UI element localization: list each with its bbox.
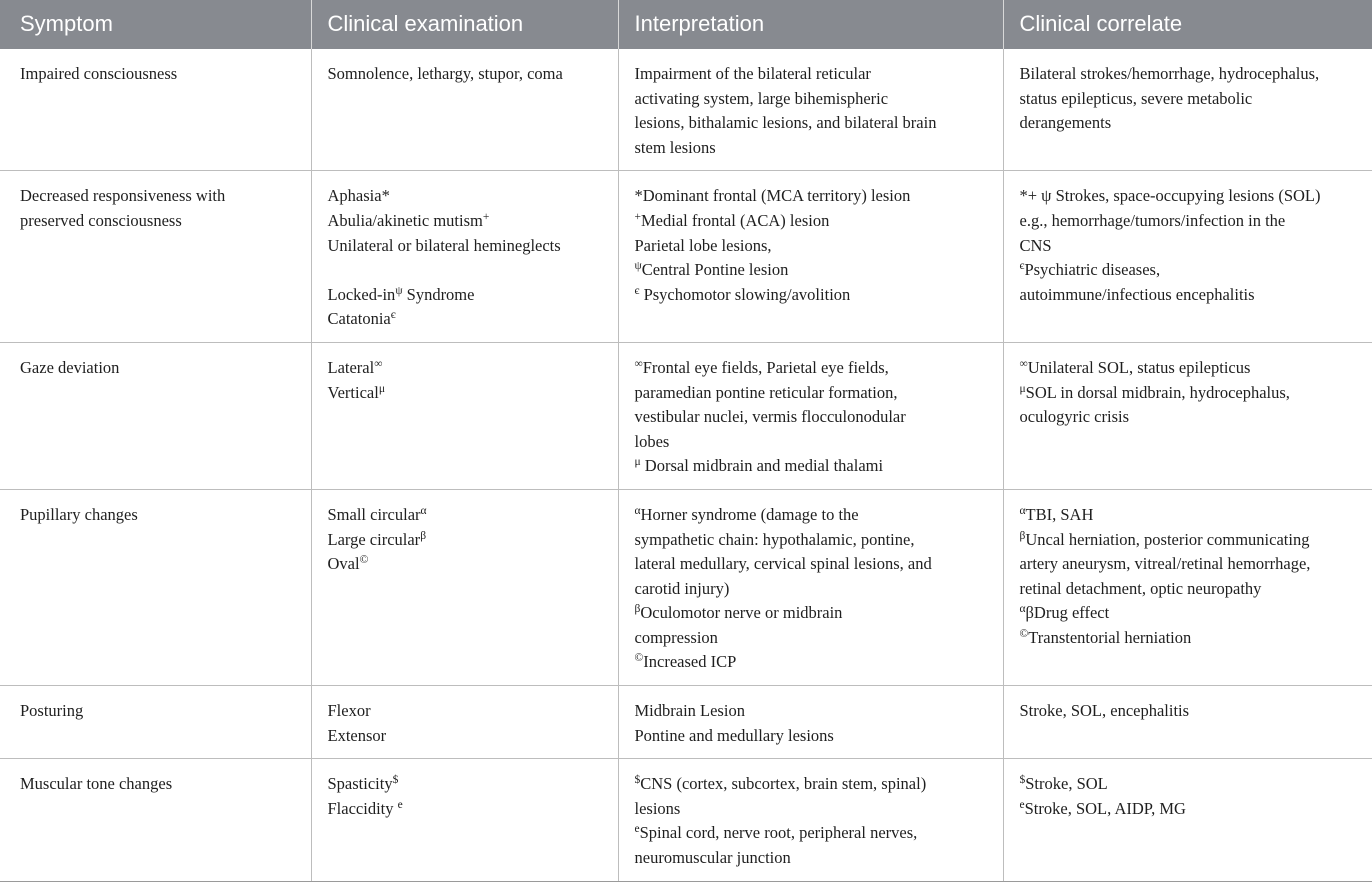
line-text: Decreased responsiveness with [20, 186, 226, 206]
table-row [0, 171, 1372, 343]
line-text: Flexor [327, 701, 371, 721]
symptom-cell [0, 342, 311, 489]
examination-text [328, 307, 602, 332]
interpretation-text [635, 552, 987, 577]
table-row [0, 686, 1372, 759]
footnote-marker: α [634, 504, 641, 517]
line-text: SOL in dorsal midbrain, hydrocephalus, [1025, 382, 1290, 402]
footnote-marker: + [634, 210, 641, 223]
line-text: status epilepticus, severe metabolic [1019, 88, 1253, 108]
interpretation-text [635, 356, 987, 381]
line-text: e.g., hemorrhage/tumors/infection in the [1019, 210, 1286, 230]
interpretation-text [635, 797, 987, 822]
line-text: Oculomotor nerve or midbrain [640, 603, 843, 623]
footnote-marker: ∞ [374, 357, 383, 370]
examination-cell [311, 686, 618, 759]
correlate-text [1020, 258, 1356, 283]
interpretation-text [635, 62, 987, 87]
line-text: Lateral [327, 357, 375, 377]
footnote-marker: α [420, 504, 427, 517]
footnote-marker: β [1019, 529, 1026, 542]
line-text: Impairment of the bilateral reticular [634, 64, 871, 83]
footnote-marker: © [634, 652, 644, 665]
line-text: Dorsal midbrain and medial thalami [640, 456, 884, 476]
interpretation-text [635, 577, 987, 602]
line-text: Aphasia* [327, 186, 390, 206]
examination-text [328, 503, 602, 528]
line-text: lesions, bithalamic lesions, and bilateral brain [634, 113, 937, 133]
line-text: paramedian pontine reticular formation, [634, 382, 898, 402]
line-text: CNS [1019, 235, 1052, 255]
examination-text [328, 528, 602, 553]
symptom-cell [0, 759, 311, 881]
symptom-cell [0, 489, 311, 685]
footnote-marker: є [390, 309, 396, 322]
examination-text [328, 552, 602, 577]
column-header-clinical-correlate: Clinical correlate [1003, 0, 1372, 49]
footnote-marker: μ [1019, 382, 1026, 395]
correlate-cell [1003, 49, 1372, 171]
line-text: Unilateral or bilateral hemineglects [327, 235, 561, 255]
line-text: carotid injury) [634, 578, 730, 598]
interpretation-text [635, 136, 987, 161]
interpretation-text [635, 601, 987, 626]
correlate-text [1020, 503, 1356, 528]
line-text: Stroke, SOL, encephalitis [1019, 701, 1190, 721]
line-text: Gaze deviation [20, 357, 120, 377]
line-text: derangements [1019, 113, 1112, 133]
interpretation-text [635, 772, 987, 797]
correlate-text [1020, 405, 1356, 430]
line-text: Extensor [327, 725, 387, 745]
table-header-row [0, 0, 1372, 49]
examination-text [328, 209, 602, 234]
line-text: Large circular [327, 529, 421, 549]
line-text: lobes [634, 431, 670, 451]
examination-text [328, 381, 602, 406]
correlate-text [1020, 528, 1356, 553]
table-row [0, 759, 1372, 881]
interpretation-text [635, 503, 987, 528]
symptom-text [20, 209, 295, 234]
interpretation-text [635, 283, 987, 308]
examination-text [328, 234, 602, 259]
symptom-text [20, 184, 295, 209]
correlate-text [1020, 87, 1356, 112]
footnote-marker: e [1019, 798, 1025, 811]
line-text: vestibular nuclei, vermis flocculonodular [634, 407, 906, 427]
footnote-marker: ∞ [1019, 357, 1028, 370]
footnote-marker: © [1019, 627, 1029, 640]
interpretation-cell [618, 342, 1003, 489]
examination-cell [311, 759, 618, 881]
footnote-marker: μ [634, 456, 641, 469]
footnote-marker: $ [392, 774, 399, 787]
footnote-marker: μ [378, 382, 385, 395]
line-text: Horner syndrome (damage to the [640, 504, 859, 524]
line-text: Bilateral strokes/hemorrhage, hydrocephalus, [1019, 64, 1320, 83]
line-text: Psychomotor slowing/avolition [639, 284, 851, 304]
correlate-text [1020, 797, 1356, 822]
column-header-clinical-examination: Clinical examination [311, 0, 618, 49]
interpretation-text [635, 430, 987, 455]
footnote-marker: + [482, 210, 490, 223]
correlate-text [1020, 699, 1356, 724]
line-text: Pontine and medullary lesions [634, 725, 834, 745]
line-text: Central Pontine lesion [641, 260, 789, 280]
interpretation-text [635, 650, 987, 675]
line-text: Transtentorial herniation [1028, 627, 1192, 647]
column-header-symptom: Symptom [0, 0, 311, 49]
line-text: TBI, SAH [1025, 504, 1094, 524]
line-text: Vertical [327, 382, 379, 402]
table-row [0, 489, 1372, 685]
examination-text [328, 62, 602, 87]
footnote-marker: є [1019, 260, 1025, 273]
correlate-text [1020, 601, 1356, 626]
line-text: Stroke, SOL, AIDP, MG [1024, 798, 1186, 818]
column-header-interpretation: Interpretation [618, 0, 1003, 49]
line-text: retinal detachment, optic neuropathy [1019, 578, 1262, 598]
table-row [0, 342, 1372, 489]
correlate-text [1020, 184, 1356, 209]
correlate-cell [1003, 686, 1372, 759]
interpretation-text [635, 405, 987, 430]
interpretation-text [635, 209, 987, 234]
line-text: stem lesions [634, 137, 716, 157]
line-text: neuromuscular junction [634, 848, 791, 868]
footnote-marker: ψ [395, 284, 403, 297]
examination-text [328, 772, 602, 797]
line-text: Somnolence, lethargy, stupor, coma [327, 64, 563, 83]
symptom-cell [0, 686, 311, 759]
footnote-marker: β [634, 603, 641, 616]
correlate-text [1020, 209, 1356, 234]
footnote-marker: α [1019, 603, 1026, 616]
symptom-text [20, 772, 295, 797]
line-text: *Dominant frontal (MCA territory) lesion [634, 186, 911, 206]
line-text: Oval [327, 554, 360, 574]
correlate-cell [1003, 342, 1372, 489]
line-text: Frontal eye fields, Parietal eye fields, [642, 357, 889, 377]
interpretation-text [635, 111, 987, 136]
footnote-marker: α [1019, 504, 1026, 517]
line-text: Locked-in [327, 284, 396, 304]
line-text: compression [634, 627, 718, 647]
line-text: autoimmune/infectious encephalitis [1019, 284, 1255, 304]
correlate-cell [1003, 759, 1372, 881]
line-text: *+ ψ Strokes, space-occupying lesions (SOL) [1019, 186, 1321, 206]
line-text: Flaccidity [327, 798, 398, 818]
line-text: Syndrome [402, 284, 475, 304]
footnote-marker: є [634, 284, 640, 297]
examination-cell [311, 49, 618, 171]
line-text: Posturing [20, 701, 84, 721]
interpretation-text [635, 846, 987, 871]
correlate-text [1020, 552, 1356, 577]
line-text: Small circular [327, 504, 421, 524]
correlate-text [1020, 577, 1356, 602]
line-text: Muscular tone changes [20, 774, 173, 794]
line-text: Catatonia [327, 309, 391, 329]
interpretation-text [635, 821, 987, 846]
interpretation-cell [618, 489, 1003, 685]
footnote-marker: β [420, 529, 427, 542]
correlate-text [1020, 381, 1356, 406]
footnote-marker: ψ [634, 260, 642, 273]
footnote-marker: ∞ [634, 357, 643, 370]
interpretation-text [635, 258, 987, 283]
examination-text [328, 797, 602, 822]
interpretation-cell [618, 759, 1003, 881]
line-text: CNS (cortex, subcortex, brain stem, spinal) [640, 774, 927, 794]
interpretation-cell [618, 686, 1003, 759]
line-text: Abulia/akinetic mutism [327, 210, 483, 230]
line-text: Spinal cord, nerve root, peripheral nerves, [639, 823, 918, 843]
interpretation-cell [618, 171, 1003, 343]
interpretation-text [635, 381, 987, 406]
correlate-text [1020, 111, 1356, 136]
examination-text [328, 356, 602, 381]
line-text: Stroke, SOL [1025, 774, 1108, 794]
examination-cell [311, 342, 618, 489]
line-text: sympathetic chain: hypothalamic, pontine, [634, 529, 915, 549]
correlate-text [1020, 356, 1356, 381]
examination-text [328, 724, 602, 749]
line-text: Pupillary changes [20, 504, 138, 524]
interpretation-text [635, 454, 987, 479]
line-text: activating system, large bihemispheric [634, 88, 889, 108]
line-text: artery aneurysm, vitreal/retinal hemorrhage, [1019, 554, 1311, 574]
line-text: βDrug effect [1025, 603, 1110, 623]
correlate-text [1020, 626, 1356, 651]
examination-cell [311, 489, 618, 685]
footnote-marker: © [359, 554, 369, 567]
correlate-text [1020, 234, 1356, 259]
interpretation-text [635, 184, 987, 209]
line-text: Uncal herniation, posterior communicating [1025, 529, 1310, 549]
footnote-marker: e [397, 798, 403, 811]
symptom-cell [0, 49, 311, 171]
symptom-text [20, 503, 295, 528]
interpretation-text [635, 626, 987, 651]
line-text: lesions [634, 798, 681, 818]
interpretation-text [635, 699, 987, 724]
correlate-text [1020, 283, 1356, 308]
interpretation-text [635, 528, 987, 553]
symptom-text [20, 356, 295, 381]
interpretation-cell [618, 49, 1003, 171]
correlate-cell [1003, 489, 1372, 685]
footnote-marker: $ [634, 774, 641, 787]
line-text: Medial frontal (ACA) lesion [641, 210, 830, 230]
interpretation-text [635, 234, 987, 259]
line-text: Increased ICP [643, 652, 737, 672]
interpretation-text [635, 724, 987, 749]
symptom-cell [0, 171, 311, 343]
line-text: Impaired consciousness [20, 64, 178, 83]
symptom-text [20, 699, 295, 724]
examination-text [328, 699, 602, 724]
table-row [0, 49, 1372, 171]
line-text: preserved consciousness [20, 210, 182, 230]
symptom-text [20, 62, 295, 87]
line-text: Parietal lobe lesions, [634, 235, 772, 255]
correlate-cell [1003, 171, 1372, 343]
line-text: Spasticity [327, 774, 393, 794]
examination-cell [311, 171, 618, 343]
footnote-marker: e [634, 823, 640, 836]
line-text: oculogyric crisis [1019, 407, 1130, 427]
line-text: lateral medullary, cervical spinal lesions, and [634, 554, 932, 574]
footnote-marker: $ [1019, 774, 1026, 787]
line-text: Midbrain Lesion [634, 701, 745, 721]
examination-text [328, 283, 602, 308]
interpretation-text [635, 87, 987, 112]
line-text: Psychiatric diseases, [1024, 260, 1161, 280]
correlate-text [1020, 772, 1356, 797]
correlate-text [1020, 62, 1356, 87]
examination-text [328, 184, 602, 209]
line-text: Unilateral SOL, status epilepticus [1027, 357, 1251, 377]
